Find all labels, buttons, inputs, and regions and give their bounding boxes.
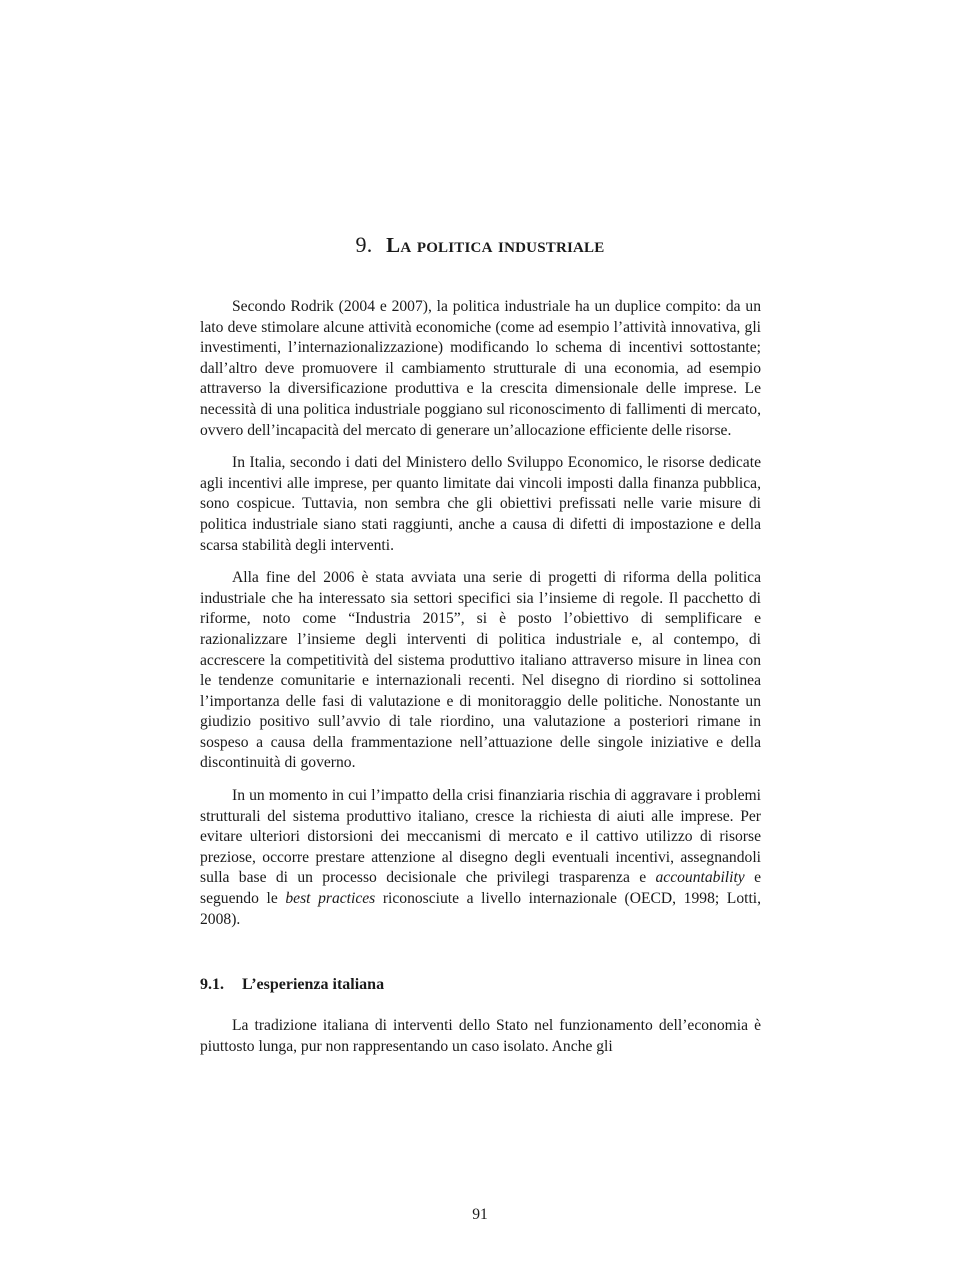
section-heading	[200, 976, 384, 994]
section-number: 9.1.	[200, 976, 224, 993]
page-number: 91	[472, 1206, 488, 1223]
paragraph-text: riconosciute a livello internazionale (OECD, 1998; Lotti, 2008).	[200, 890, 762, 928]
section-body	[200, 1016, 761, 1069]
chapter-title	[200, 232, 760, 258]
paragraph: La tradizione italiana di interventi dello Stato nel funzionamento dell’economia è piuttosto lunga, pur non rappresentando un caso isolato. Anche gli	[200, 1017, 761, 1055]
italic-term: best practices	[285, 890, 376, 908]
paragraph: Secondo Rodrik (2004 e 2007), la politica industriale ha un duplice compito: da un lato deve stimolare alcune attività economiche (come ad esempio l’attività innovativa, gli investimenti, l’internazionalizzazione) modificando lo schema di incentivi sottostante; dall’altro deve promuovere il cambiamento strutturale di una economia, ad esempio attraverso la diversificazione produttiva e la crescita dimensionale delle imprese. Le necessità di una politica industriale poggiano sul riconoscimento di fallimenti di mercato, ovvero dell’incapacità del mercato di generare un’allocazione efficiente delle risorse.	[200, 298, 761, 439]
chapter-number: 9.	[355, 232, 373, 257]
section-title: L’esperienza italiana	[242, 976, 385, 993]
paragraph: In Italia, secondo i dati del Ministero dello Sviluppo Economico, le risorse dedicate agli incentivi alle imprese, per quanto limitate dai vincoli imposti dalla finanza pubblica, sono cospicue. Tuttavia, non sembra che gli obiettivi prefissati nelle varie misure di politica industriale siano stati raggiunti, anche a causa di difetti di impostazione e della scarsa stabilità degli interventi.	[200, 454, 761, 554]
paragraph	[200, 786, 761, 930]
italic-term: accountability	[655, 869, 745, 887]
chapter-body	[200, 297, 761, 942]
chapter-title-text: La politica industriale	[386, 233, 605, 257]
paragraph-text: e seguendo le	[200, 869, 761, 908]
paragraph: Alla fine del 2006 è stata avviata una serie di progetti di riforma della politica industriale che ha interessato sia settori specifici sia l’insieme di regole. Il pacchetto di riforme, noto come “Industria 2015”, si è posto l’obiettivo di semplificare e razionalizzare l’insieme degli interventi di politica industriale e, al contempo, di accrescere la competitività del sistema produttivo italiano attraverso misure in linea con le tendenze comunitarie e internazionali recenti. Nel disegno di riordino si sottolinea l’importanza delle fasi di valutazione e di monitoraggio delle politiche. Nonostante un giudizio positivo sull’avvio di tale riordino, una valutazione a posteriori rimane in sospeso a causa della frammentazione nell’attuazione delle singole iniziative e della discontinuità di governo.	[200, 569, 761, 772]
paragraph-text: In un momento in cui l’impatto della crisi finanziaria rischia di aggravare i problemi strutturali del sistema produttivo italiano, cresce la richiesta di aiuti alle imprese. Per evitare ulteriori distorsioni dei meccanismi di mercato e il cattivo utilizzo di risorse preziose, occorre prestare attenzione al disegno degli eventuali incentivi, assegnandoli sulla base di un processo decisionale che privilegi trasparenza e	[200, 787, 761, 887]
